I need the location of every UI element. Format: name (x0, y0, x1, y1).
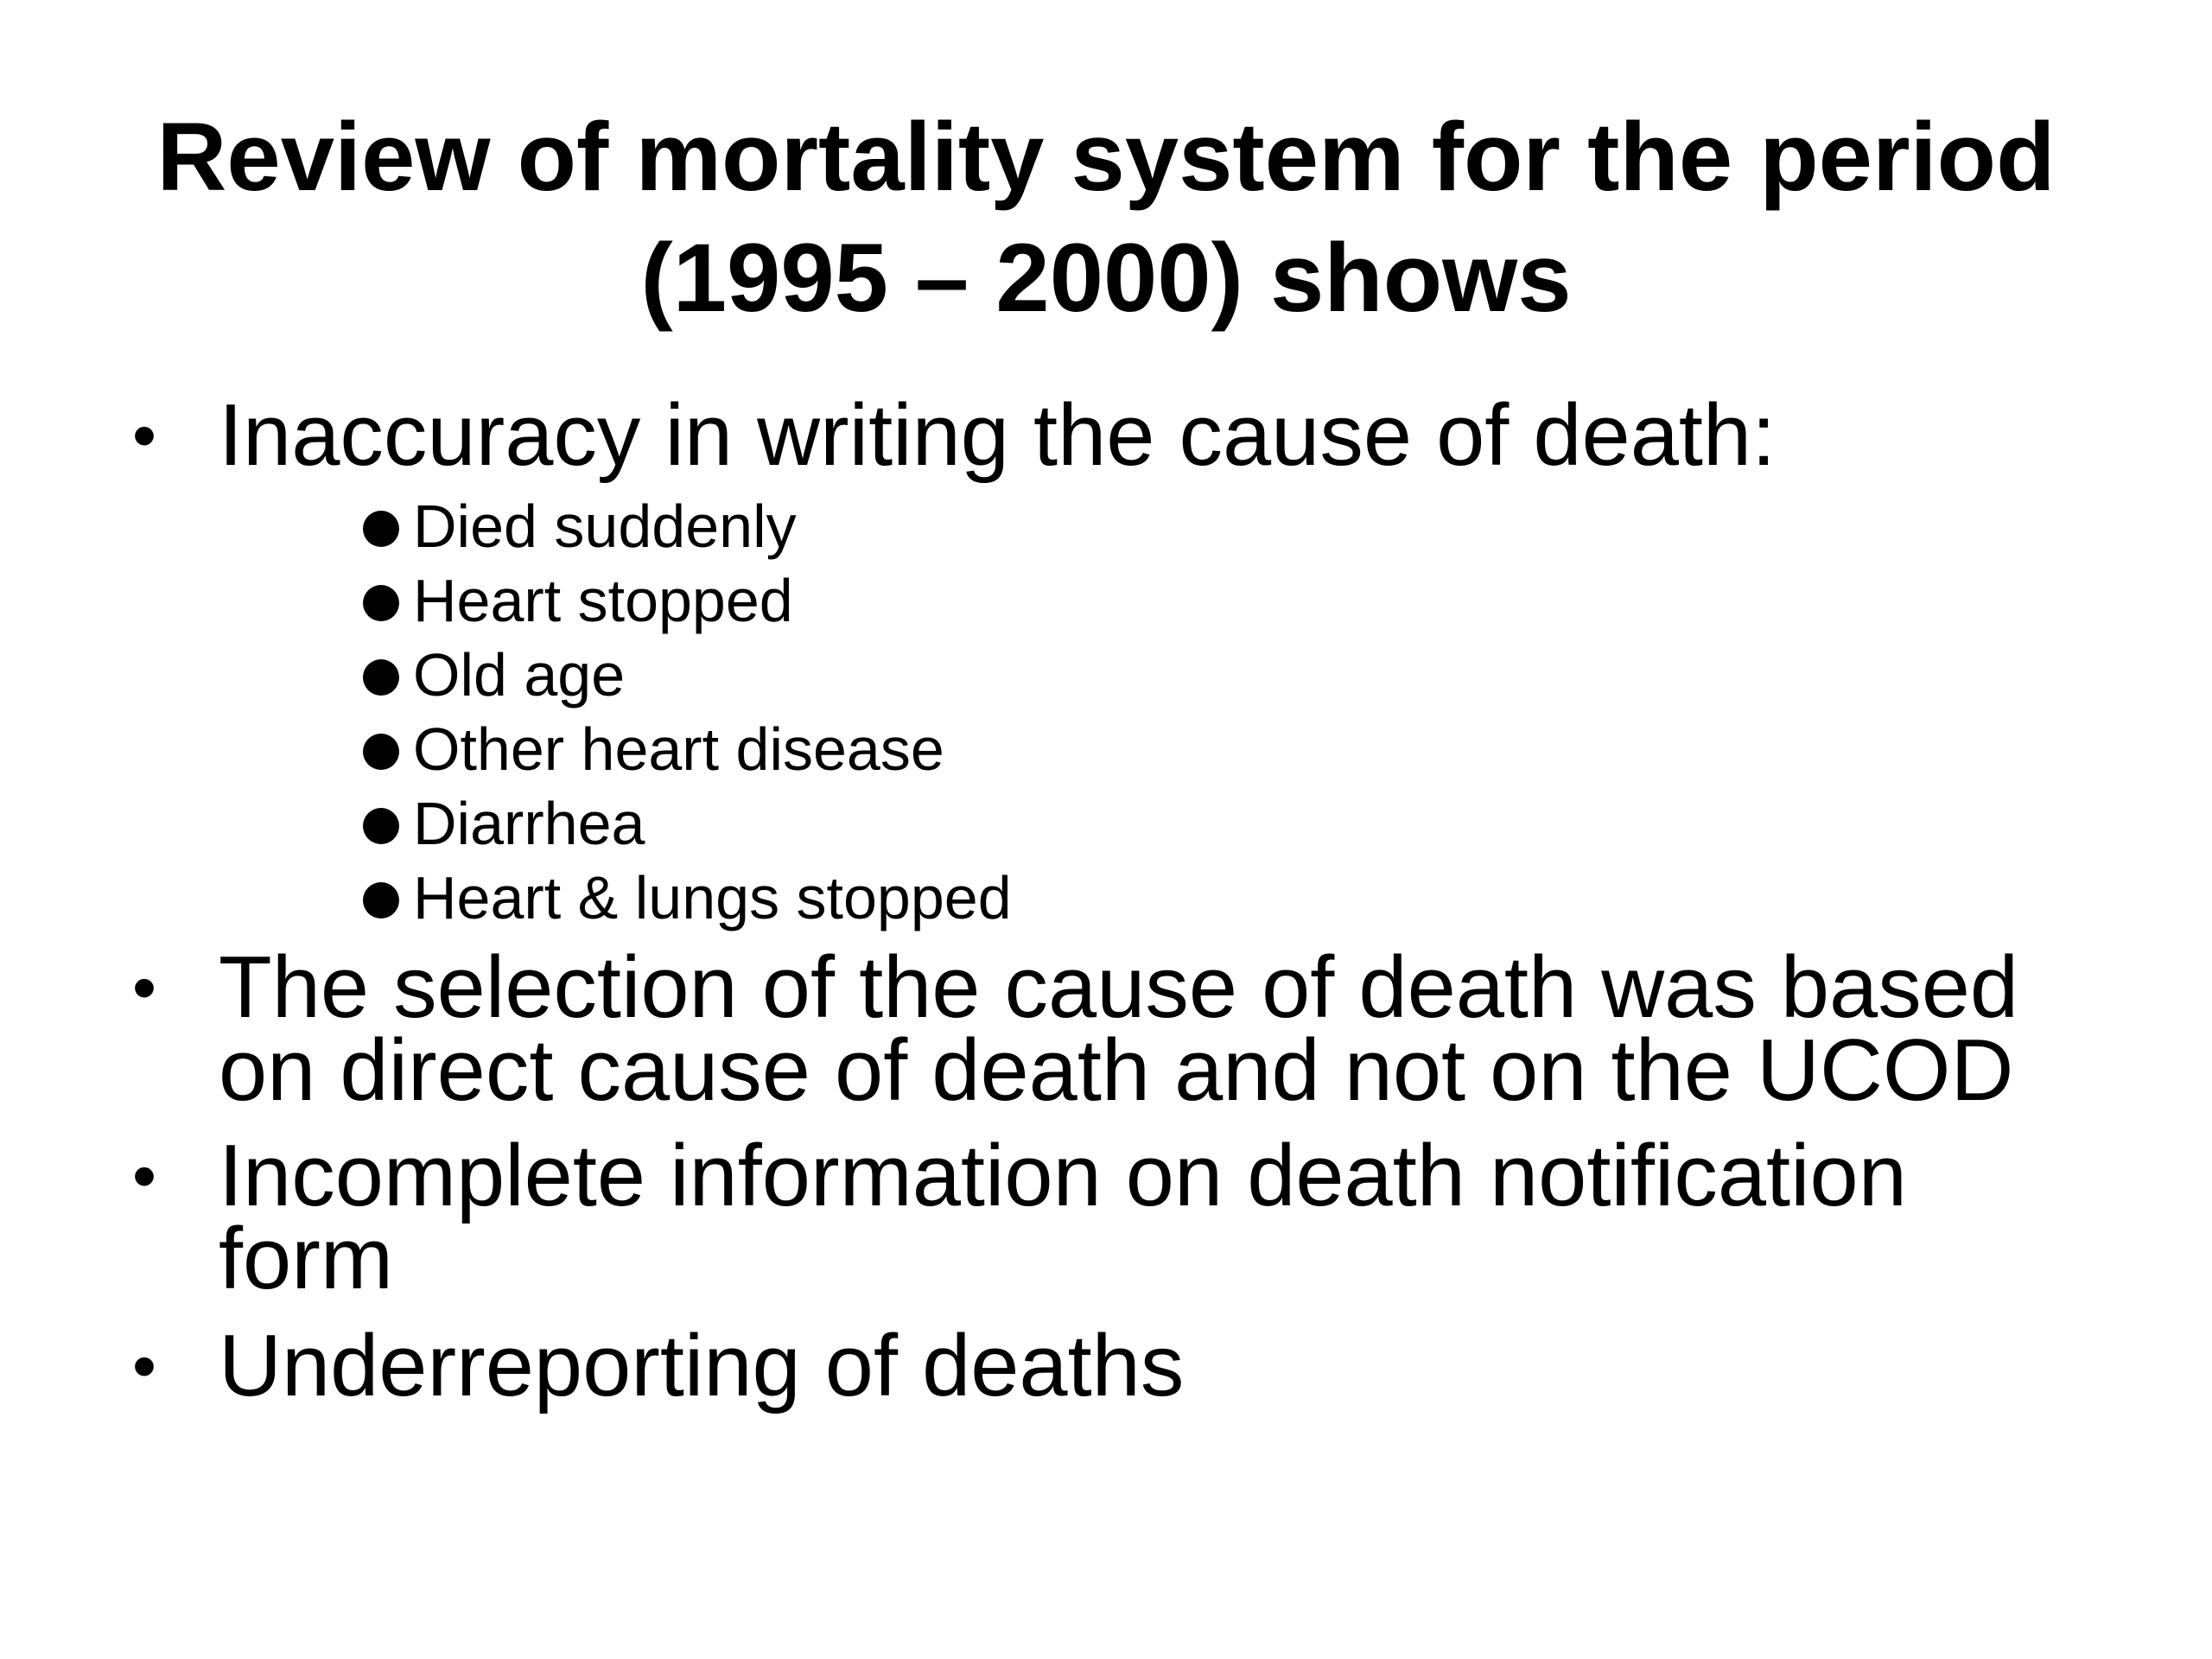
bullet-icon: • (132, 1137, 157, 1214)
sub-bullet-text: Died suddenly (413, 493, 797, 560)
sub-bullet-icon (363, 511, 399, 547)
sub-bullet-item (0, 638, 2212, 712)
sub-bullet-icon (363, 585, 399, 621)
sub-bullet-text: Old age (413, 641, 626, 709)
sub-bullet-item (0, 563, 2212, 638)
bullet-line: Underreporting of deaths (219, 1318, 1185, 1414)
slide-title-line: (1995 – 2000) shows (640, 224, 1572, 332)
bullet-text (219, 1128, 2120, 1307)
bullet-text (219, 1318, 2120, 1414)
bullet-text (219, 387, 2120, 484)
sub-bullet-icon (363, 808, 399, 844)
sub-bullet-text: Diarrhea (413, 790, 645, 857)
sub-bullet-icon (363, 882, 399, 918)
bullet-icon: • (132, 397, 157, 474)
sub-bullet-text: Heart stopped (413, 567, 793, 634)
bullet-line: on direct cause of death and not on the UCOD (219, 1022, 2014, 1119)
sub-bullet-item (0, 712, 2212, 786)
sub-bullet-icon (363, 659, 399, 696)
sub-bullet-text: Heart & lungs stopped (413, 864, 1012, 931)
sub-bullet-text: Other heart disease (413, 715, 944, 783)
bullet-line: form (219, 1211, 393, 1307)
bullet-icon: • (132, 949, 157, 1026)
sub-bullet-item (0, 489, 2212, 563)
bullet-line: Incomplete information on death notification (219, 1128, 1907, 1224)
bullet-icon: • (132, 1327, 157, 1404)
bullet-line: The selection of the cause of death was based (219, 939, 2019, 1036)
sub-bullet-item (0, 786, 2212, 861)
slide-title-line: Review of mortality system for the period (156, 103, 2056, 211)
bullet-line: Inaccuracy in writing the cause of death: (219, 387, 1777, 484)
sub-bullet-icon (363, 734, 399, 770)
sub-bullet-item (0, 861, 2212, 935)
bullet-text (219, 939, 2120, 1119)
